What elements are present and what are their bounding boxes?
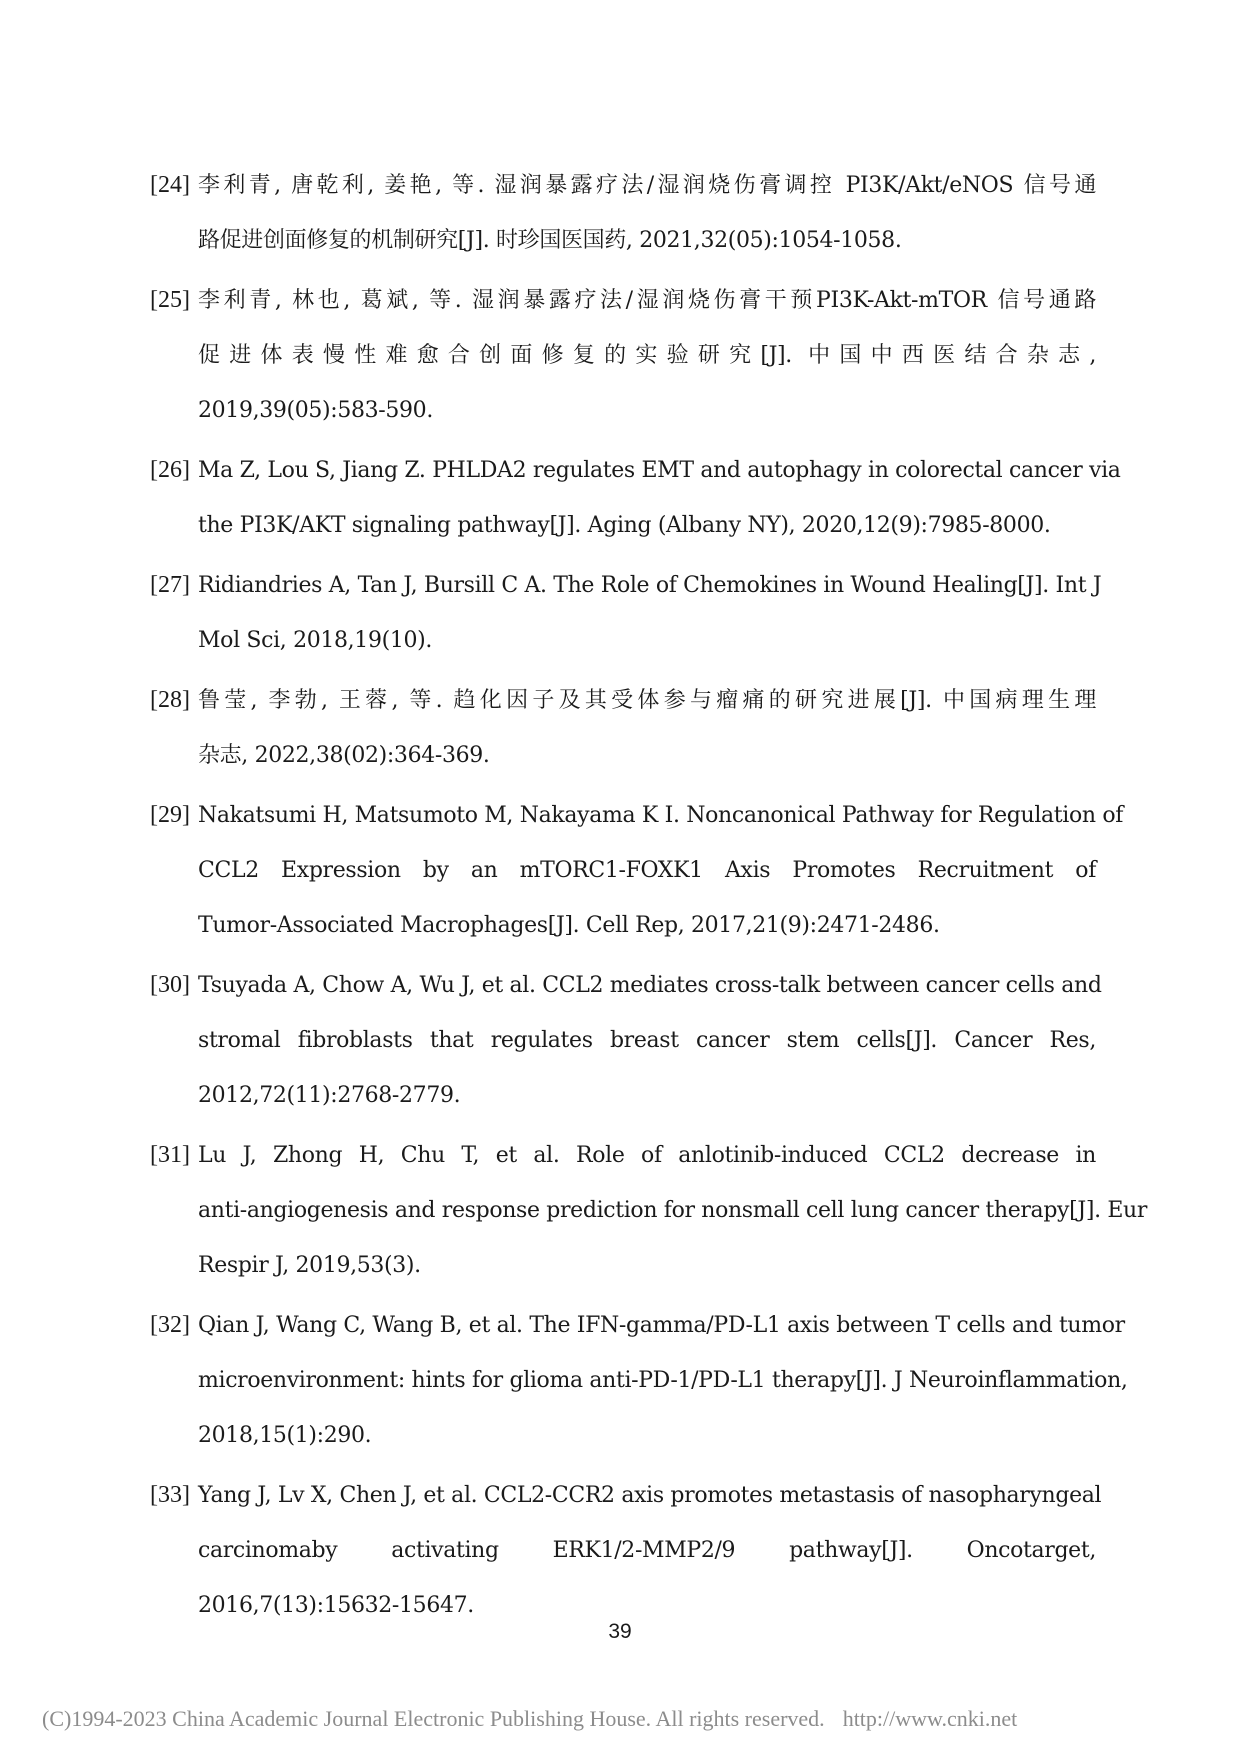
reference-line: microenvironment: hints for glioma anti-PD-1/PD-L1 therapy[J]. J Neuroinflammation, xyxy=(198,1368,1128,1393)
reference-line: the PI3K/AKT signaling pathway[J]. Aging (Albany NY), 2020,12(9):7985-8000. xyxy=(198,513,1051,538)
reference-number: [30] xyxy=(150,972,190,998)
reference-line: Ridiandries A, Tan J, Bursill C A. The Role of Chemokines in Wound Healing[J]. Int J xyxy=(198,573,1102,598)
reference-item xyxy=(150,443,1121,553)
reference-line: carcinomaby activating ERK1/2-MMP2/9 pathway[J]. Oncotarget, xyxy=(198,1538,1096,1563)
copyright-text: (C)1994-2023 China Academic Journal Electronic Publishing House. All rights reserved. xyxy=(42,1706,825,1731)
reference-text xyxy=(198,158,1096,268)
reference-line: 李利青, 唐乾利, 姜艳, 等. 湿润暴露疗法/湿润烧伤膏调控 PI3K/Akt/eNOS 信号通 xyxy=(198,173,1096,198)
reference-text xyxy=(198,958,1102,1123)
reference-line: stromal fibroblasts that regulates breast cancer stem cells[J]. Cancer Res, xyxy=(198,1028,1096,1053)
reference-number: [25] xyxy=(150,287,190,313)
reference-text xyxy=(198,443,1121,553)
reference-text xyxy=(198,1468,1102,1633)
reference-text xyxy=(198,788,1124,953)
reference-item xyxy=(150,158,1096,268)
reference-line: Mol Sci, 2018,19(10). xyxy=(198,628,432,653)
reference-number: [24] xyxy=(150,172,190,198)
reference-line: 鲁莹, 李勃, 王蓉, 等. 趋化因子及其受体参与瘤痛的研究进展[J]. 中国病理生理 xyxy=(198,688,1096,713)
reference-text xyxy=(198,1128,1148,1293)
reference-line: anti-angiogenesis and response prediction for nonsmall cell lung cancer therapy[J]. Eur xyxy=(198,1198,1148,1223)
reference-number: [33] xyxy=(150,1482,190,1508)
reference-number: [28] xyxy=(150,687,190,713)
page-number: 39 xyxy=(608,1620,632,1643)
reference-number: [29] xyxy=(150,802,190,828)
reference-line: Tsuyada A, Chow A, Wu J, et al. CCL2 mediates cross-talk between cancer cells and xyxy=(198,973,1102,998)
reference-number: [26] xyxy=(150,457,190,483)
reference-item xyxy=(150,273,1096,438)
reference-number: [31] xyxy=(150,1142,190,1168)
reference-line: Yang J, Lv X, Chen J, et al. CCL2-CCR2 axis promotes metastasis of nasopharyngeal xyxy=(198,1483,1102,1508)
copyright-footer xyxy=(42,1706,1017,1732)
reference-list xyxy=(150,158,1148,1638)
footer-url-link[interactable]: http://www.cnki.net xyxy=(842,1706,1018,1731)
reference-line: 2018,15(1):290. xyxy=(198,1423,372,1448)
reference-item xyxy=(150,958,1102,1123)
reference-line: 促进体表慢性难愈合创面修复的实验研究[J]. 中国中西医结合杂志, xyxy=(198,343,1096,368)
reference-text xyxy=(198,1298,1128,1463)
reference-line: Tumor-Associated Macrophages[J]. Cell Rep, 2017,21(9):2471-2486. xyxy=(198,913,940,938)
reference-line: Ma Z, Lou S, Jiang Z. PHLDA2 regulates EMT and autophagy in colorectal cancer via xyxy=(198,458,1121,483)
reference-item xyxy=(150,673,1096,783)
reference-line: Qian J, Wang C, Wang B, et al. The IFN-gamma/PD-L1 axis between T cells and tumor xyxy=(198,1313,1125,1338)
reference-line: Respir J, 2019,53(3). xyxy=(198,1253,421,1278)
reference-line: 杂志, 2022,38(02):364-369. xyxy=(198,743,490,768)
reference-text xyxy=(198,558,1102,668)
reference-item xyxy=(150,558,1102,668)
reference-line: 2016,7(13):15632-15647. xyxy=(198,1593,474,1618)
reference-line: 2012,72(11):2768-2779. xyxy=(198,1083,461,1108)
reference-item xyxy=(150,1128,1148,1293)
reference-item xyxy=(150,1298,1128,1463)
reference-item xyxy=(150,1468,1102,1633)
reference-line: Nakatsumi H, Matsumoto M, Nakayama K I. Noncanonical Pathway for Regulation of xyxy=(198,803,1124,828)
reference-text xyxy=(198,273,1096,438)
reference-line: 路促进创面修复的机制研究[J]. 时珍国医国药, 2021,32(05):1054-1058. xyxy=(198,228,902,253)
reference-item xyxy=(150,788,1124,953)
reference-line: Lu J, Zhong H, Chu T, et al. Role of anlotinib-induced CCL2 decrease in xyxy=(198,1143,1096,1168)
reference-line: CCL2 Expression by an mTORC1-FOXK1 Axis Promotes Recruitment of xyxy=(198,858,1096,883)
reference-number: [27] xyxy=(150,572,190,598)
reference-number: [32] xyxy=(150,1312,190,1338)
reference-line: 2019,39(05):583-590. xyxy=(198,398,433,423)
reference-text xyxy=(198,673,1096,783)
reference-line: 李利青, 林也, 葛斌, 等. 湿润暴露疗法/湿润烧伤膏干预PI3K-Akt-mTOR 信号通路 xyxy=(198,288,1096,313)
